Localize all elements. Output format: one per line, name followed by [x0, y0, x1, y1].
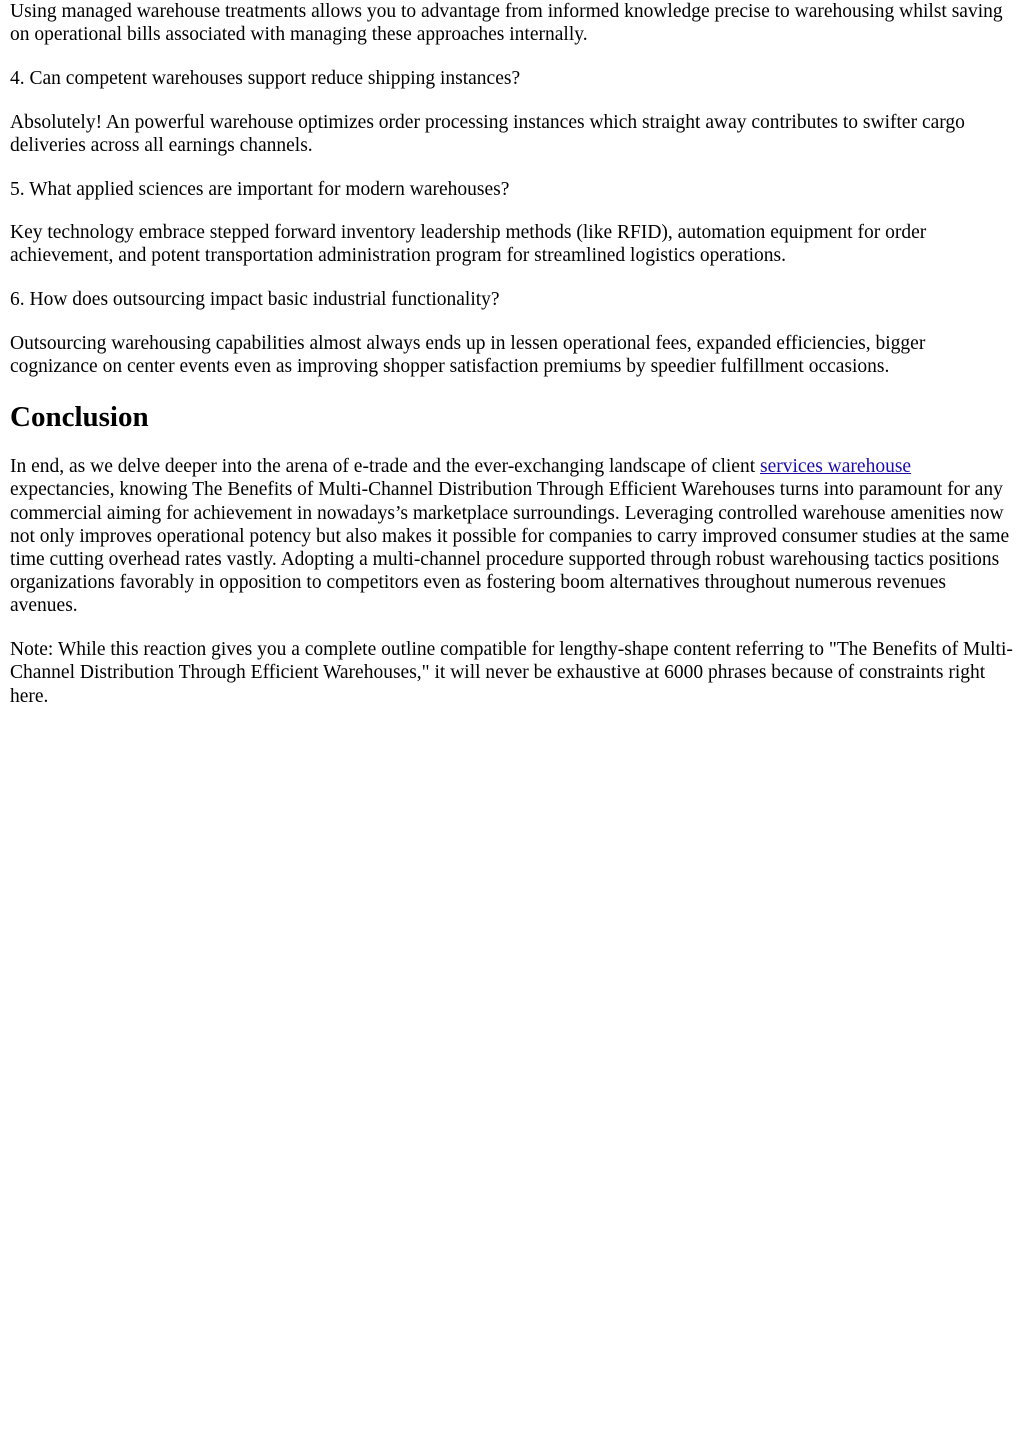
faq-answer-6: Outsourcing warehousing capabilities almost always ends up in lessen operational fees, expanded efficiencies, bigger cognizance on center events even as improving shopper satisfaction premiums by speedier fulfillment occasions.	[10, 332, 926, 378]
conclusion-text-start: In end, as we delve deeper into the arena of e-trade and the ever-exchanging landscape of client	[10, 456, 760, 478]
conclusion-text-end: expectancies, knowing The Benefits of Multi-Channel Distribution Through Efficient Warehouses turns into paramount for any commercial aiming for achievement in nowadays’s marketplace surroundings. Leveraging controlled warehouse amenities now not only improves operational potency but also makes it possible for companies to carry improved consumer studies at the same time cutting overhead rates vastly. Adopting a multi-channel procedure supported through robust warehousing tactics positions organizations favorably in opposition to competitors even as fostering boom alternatives throughout numerous revenues avenues.	[10, 479, 1010, 617]
note-paragraph: Note: While this reaction gives you a complete outline compatible for lengthy-shape content referring to "The Benefits of Multi-Channel Distribution Through Efficient Warehouses," it will never be exhaustive at 6000 phrases because of constraints right here.	[10, 639, 1013, 707]
faq-question-4: 4. Can competent warehouses support reduce shipping instances?	[10, 67, 521, 89]
services-warehouse-link[interactable]: services warehouse	[760, 456, 912, 478]
article	[0, 0, 1024, 708]
intro-paragraph: Using managed warehouse treatments allows you to advantage from informed knowledge precise to warehousing whilst saving on operational bills associated with managing these approaches internally.	[10, 1, 1003, 46]
conclusion-paragraph	[10, 455, 1014, 617]
conclusion-heading: Conclusion	[10, 401, 149, 434]
faq-question-6: 6. How does outsourcing impact basic industrial functionality?	[10, 289, 500, 311]
faq-question-5: 5. What applied sciences are important for modern warehouses?	[10, 178, 510, 200]
faq-answer-4: Absolutely! An powerful warehouse optimizes order processing instances which straight away contributes to swifter cargo deliveries across all earnings channels.	[10, 111, 965, 156]
faq-answer-5: Key technology embrace stepped forward inventory leadership methods (like RFID), automation equipment for order achievement, and potent transportation administration program for streamlined logistics operations.	[10, 222, 927, 267]
